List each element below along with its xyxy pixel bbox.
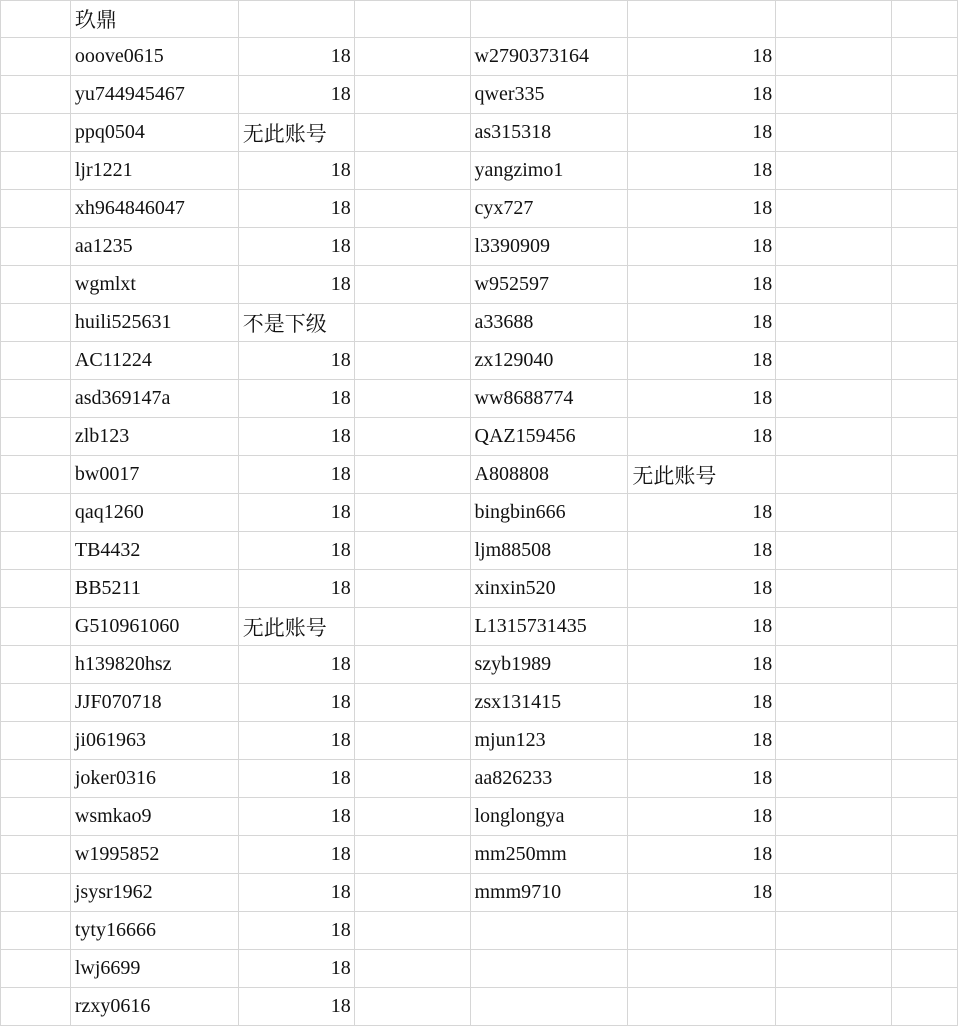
value-cell[interactable]: 18 [628,874,776,912]
value-cell[interactable]: 18 [628,532,776,570]
value-cell[interactable]: 18 [628,646,776,684]
value-cell[interactable]: 18 [628,570,776,608]
sheet-row [1,950,958,988]
sheet-row [1,76,958,114]
sheet-cell[interactable] [1,304,71,342]
sheet-cell[interactable] [892,494,958,532]
account-cell[interactable]: ji061963 [70,722,238,760]
sheet-cell[interactable] [776,760,892,798]
value-cell[interactable]: 18 [238,152,354,190]
value-cell[interactable]: 18 [628,494,776,532]
sheet-row [1,1,958,38]
value-cell[interactable]: 18 [238,418,354,456]
value-cell[interactable]: 18 [628,342,776,380]
value-cell[interactable]: 18 [238,456,354,494]
sheet-row [1,190,958,228]
sheet-cell[interactable] [354,1,470,38]
value-cell[interactable]: 18 [628,684,776,722]
sheet-cell[interactable] [892,380,958,418]
sheet-cell[interactable] [776,912,892,950]
sheet-row [1,646,958,684]
sheet-cell[interactable] [354,456,470,494]
sheet-cell[interactable] [354,304,470,342]
value-cell[interactable]: 18 [628,190,776,228]
sheet-row [1,760,958,798]
sheet-cell[interactable] [776,190,892,228]
account-cell[interactable]: AC11224 [70,342,238,380]
sheet-row [1,494,958,532]
account-cell[interactable]: w1995852 [70,836,238,874]
sheet-cell[interactable] [892,760,958,798]
sheet-cell[interactable] [776,494,892,532]
sheet-cell[interactable] [1,494,71,532]
sheet-cell[interactable] [892,304,958,342]
sheet-cell[interactable] [892,646,958,684]
value-cell[interactable]: 18 [238,912,354,950]
account-cell[interactable]: lwj6699 [70,950,238,988]
account-cell[interactable]: TB4432 [70,532,238,570]
sheet-cell[interactable] [354,418,470,456]
sheet-row [1,532,958,570]
sheet-cell[interactable] [892,722,958,760]
sheet-cell[interactable] [776,874,892,912]
sheet-cell[interactable] [892,874,958,912]
account-cell[interactable]: zsx131415 [470,684,628,722]
sheet-cell[interactable] [628,988,776,1026]
value-cell[interactable]: 18 [628,266,776,304]
account-cell[interactable]: wsmkao9 [70,798,238,836]
sheet-cell[interactable] [1,418,71,456]
sheet-row [1,418,958,456]
sheet-cell[interactable] [776,570,892,608]
sheet-cell[interactable] [628,950,776,988]
sheet-cell[interactable] [1,760,71,798]
value-cell[interactable]: 18 [238,798,354,836]
sheet-cell[interactable] [1,912,71,950]
sheet-cell[interactable] [776,646,892,684]
account-cell[interactable]: zx129040 [470,342,628,380]
account-cell[interactable]: rzxy0616 [70,988,238,1026]
sheet-cell[interactable] [470,988,628,1026]
sheet-cell[interactable] [354,912,470,950]
sheet-cell[interactable] [1,190,71,228]
sheet-row [1,380,958,418]
sheet-row [1,152,958,190]
value-cell[interactable]: 18 [238,684,354,722]
sheet-cell[interactable] [776,304,892,342]
value-cell[interactable]: 18 [628,152,776,190]
value-cell[interactable]: 18 [628,114,776,152]
account-cell[interactable]: tyty16666 [70,912,238,950]
sheet-cell[interactable] [1,1,71,38]
sheet-row [1,114,958,152]
sheet-cell[interactable] [892,988,958,1026]
sheet-cell[interactable] [892,152,958,190]
sheet-cell[interactable] [470,1,628,38]
account-cell[interactable]: a33688 [470,304,628,342]
account-cell[interactable]: yangzimo1 [470,152,628,190]
value-cell[interactable]: 18 [628,760,776,798]
account-cell[interactable]: ww8688774 [470,380,628,418]
sheet-cell[interactable] [470,912,628,950]
sheet-cell[interactable] [470,950,628,988]
sheet-row [1,874,958,912]
sheet-cell[interactable] [354,532,470,570]
account-cell[interactable]: xh964846047 [70,190,238,228]
value-cell[interactable]: 18 [238,342,354,380]
sheet-cell[interactable] [892,912,958,950]
sheet-cell[interactable] [1,798,71,836]
sheet-cell[interactable] [892,266,958,304]
sheet-cell[interactable] [776,418,892,456]
account-cell[interactable]: asd369147a [70,380,238,418]
sheet-cell[interactable] [354,494,470,532]
account-cell[interactable]: mmm9710 [470,874,628,912]
sheet-cell[interactable] [892,684,958,722]
sheet-title-cell[interactable]: 玖鼎 [70,1,238,38]
sheet-cell[interactable] [354,76,470,114]
account-cell[interactable]: szyb1989 [470,646,628,684]
account-cell[interactable]: yu744945467 [70,76,238,114]
sheet-cell[interactable] [354,722,470,760]
sheet-cell[interactable] [892,608,958,646]
account-cell[interactable]: h139820hsz [70,646,238,684]
value-cell[interactable]: 18 [238,760,354,798]
sheet-cell[interactable] [776,1,892,38]
account-cell[interactable]: longlongya [470,798,628,836]
sheet-cell[interactable] [354,608,470,646]
sheet-cell[interactable] [354,380,470,418]
sheet-cell[interactable] [892,950,958,988]
account-cell[interactable]: as315318 [470,114,628,152]
value-cell[interactable]: 18 [628,798,776,836]
sheet-cell[interactable] [1,380,71,418]
account-cell[interactable]: A808808 [470,456,628,494]
value-cell[interactable]: 18 [628,608,776,646]
value-cell[interactable]: 18 [628,38,776,76]
sheet-cell[interactable] [354,38,470,76]
sheet-cell[interactable] [238,1,354,38]
sheet-cell[interactable] [354,114,470,152]
sheet-row [1,38,958,76]
sheet-cell[interactable] [354,798,470,836]
value-cell[interactable]: 18 [238,380,354,418]
account-cell[interactable]: w2790373164 [470,38,628,76]
sheet-cell[interactable] [776,114,892,152]
account-cell[interactable]: ljm88508 [470,532,628,570]
value-cell[interactable]: 18 [238,570,354,608]
sheet-row [1,570,958,608]
value-cell[interactable]: 18 [238,38,354,76]
sheet-cell[interactable] [1,114,71,152]
sheet-cell[interactable] [1,38,71,76]
sheet-row [1,266,958,304]
value-cell[interactable]: 18 [628,304,776,342]
sheet-cell[interactable] [1,684,71,722]
account-cell[interactable]: ljr1221 [70,152,238,190]
value-cell[interactable]: 18 [238,988,354,1026]
sheet-row [1,836,958,874]
sheet-row [1,304,958,342]
value-cell[interactable]: 18 [238,190,354,228]
account-cell[interactable]: cyx727 [470,190,628,228]
account-cell[interactable]: qwer335 [470,76,628,114]
sheet-cell[interactable] [776,38,892,76]
account-cell[interactable]: ppq0504 [70,114,238,152]
value-cell[interactable]: 18 [238,950,354,988]
account-cell[interactable]: bw0017 [70,456,238,494]
sheet-cell[interactable] [776,722,892,760]
sheet-cell[interactable] [1,456,71,494]
sheet-cell[interactable] [892,228,958,266]
value-cell[interactable]: 无此账号 [238,114,354,152]
sheet-cell[interactable] [1,950,71,988]
account-cell[interactable]: ooove0615 [70,38,238,76]
sheet-cell[interactable] [354,646,470,684]
sheet-cell[interactable] [354,760,470,798]
sheet-cell[interactable] [1,228,71,266]
account-cell[interactable]: qaq1260 [70,494,238,532]
sheet-cell[interactable] [776,342,892,380]
sheet-cell[interactable] [776,798,892,836]
sheet-cell[interactable] [1,570,71,608]
sheet-cell[interactable] [1,152,71,190]
account-cell[interactable]: w952597 [470,266,628,304]
account-cell[interactable]: wgmlxt [70,266,238,304]
sheet-cell[interactable] [628,912,776,950]
sheet-cell[interactable] [1,608,71,646]
value-cell[interactable]: 无此账号 [628,456,776,494]
sheet-cell[interactable] [892,418,958,456]
account-cell[interactable]: jsysr1962 [70,874,238,912]
account-cell[interactable]: l3390909 [470,228,628,266]
sheet-cell[interactable] [776,152,892,190]
sheet-row [1,342,958,380]
account-cell[interactable]: mm250mm [470,836,628,874]
sheet-cell[interactable] [776,988,892,1026]
value-cell[interactable]: 18 [238,266,354,304]
value-cell[interactable]: 18 [238,76,354,114]
sheet-cell[interactable] [354,190,470,228]
sheet-cell[interactable] [1,874,71,912]
sheet-cell[interactable] [776,266,892,304]
sheet-cell[interactable] [354,950,470,988]
sheet-cell[interactable] [892,114,958,152]
value-cell[interactable]: 18 [628,380,776,418]
value-cell[interactable]: 18 [628,722,776,760]
value-cell[interactable]: 18 [238,874,354,912]
sheet-cell[interactable] [1,342,71,380]
sheet-cell[interactable] [1,266,71,304]
sheet-cell[interactable] [1,646,71,684]
sheet-cell[interactable] [354,570,470,608]
sheet-cell[interactable] [354,684,470,722]
value-cell[interactable]: 18 [628,76,776,114]
value-cell[interactable]: 不是下级 [238,304,354,342]
sheet-cell[interactable] [892,38,958,76]
sheet-cell[interactable] [892,836,958,874]
sheet-row [1,684,958,722]
sheet-cell[interactable] [354,836,470,874]
sheet-cell[interactable] [892,456,958,494]
sheet-row [1,722,958,760]
sheet-cell[interactable] [776,836,892,874]
sheet-cell[interactable] [354,152,470,190]
sheet-cell[interactable] [1,988,71,1026]
sheet-cell[interactable] [354,874,470,912]
account-cell[interactable]: xinxin520 [470,570,628,608]
sheet-cell[interactable] [892,570,958,608]
account-cell[interactable]: zlb123 [70,418,238,456]
sheet-cell[interactable] [1,836,71,874]
sheet-cell[interactable] [892,532,958,570]
value-cell[interactable]: 18 [238,228,354,266]
sheet-cell[interactable] [776,950,892,988]
sheet-row [1,608,958,646]
account-cell[interactable]: mjun123 [470,722,628,760]
sheet-cell[interactable] [354,988,470,1026]
sheet-cell[interactable] [892,190,958,228]
value-cell[interactable]: 18 [238,532,354,570]
account-cell[interactable]: G510961060 [70,608,238,646]
value-cell[interactable]: 18 [628,228,776,266]
sheet-cell[interactable] [1,532,71,570]
account-cell[interactable]: QAZ159456 [470,418,628,456]
sheet-cell[interactable] [776,532,892,570]
sheet-row [1,228,958,266]
account-cell[interactable]: bingbin666 [470,494,628,532]
value-cell[interactable]: 18 [238,836,354,874]
sheet-cell[interactable] [776,608,892,646]
sheet-row [1,798,958,836]
sheet-cell[interactable] [354,342,470,380]
account-cell[interactable]: huili525631 [70,304,238,342]
sheet-body [1,1,958,1026]
sheet-cell[interactable] [776,456,892,494]
sheet-row [1,456,958,494]
sheet-cell[interactable] [1,76,71,114]
sheet-cell[interactable] [354,266,470,304]
sheet-cell[interactable] [892,798,958,836]
sheet-cell[interactable] [892,1,958,38]
account-cell[interactable]: aa826233 [470,760,628,798]
sheet-cell[interactable] [354,228,470,266]
account-cell[interactable]: BB5211 [70,570,238,608]
sheet-cell[interactable] [776,684,892,722]
sheet-cell[interactable] [776,228,892,266]
sheet-row [1,988,958,1026]
account-cell[interactable]: L1315731435 [470,608,628,646]
account-cell[interactable]: aa1235 [70,228,238,266]
value-cell[interactable]: 18 [628,836,776,874]
value-cell[interactable]: 18 [238,494,354,532]
value-cell[interactable]: 18 [238,646,354,684]
sheet-cell[interactable] [776,380,892,418]
sheet-cell[interactable] [776,76,892,114]
value-cell[interactable]: 18 [238,722,354,760]
value-cell[interactable]: 18 [628,418,776,456]
account-cell[interactable]: JJF070718 [70,684,238,722]
sheet-cell[interactable] [628,1,776,38]
sheet-cell[interactable] [892,342,958,380]
sheet-cell[interactable] [1,722,71,760]
value-cell[interactable]: 无此账号 [238,608,354,646]
sheet-cell[interactable] [892,76,958,114]
sheet-row [1,912,958,950]
account-cell[interactable]: joker0316 [70,760,238,798]
